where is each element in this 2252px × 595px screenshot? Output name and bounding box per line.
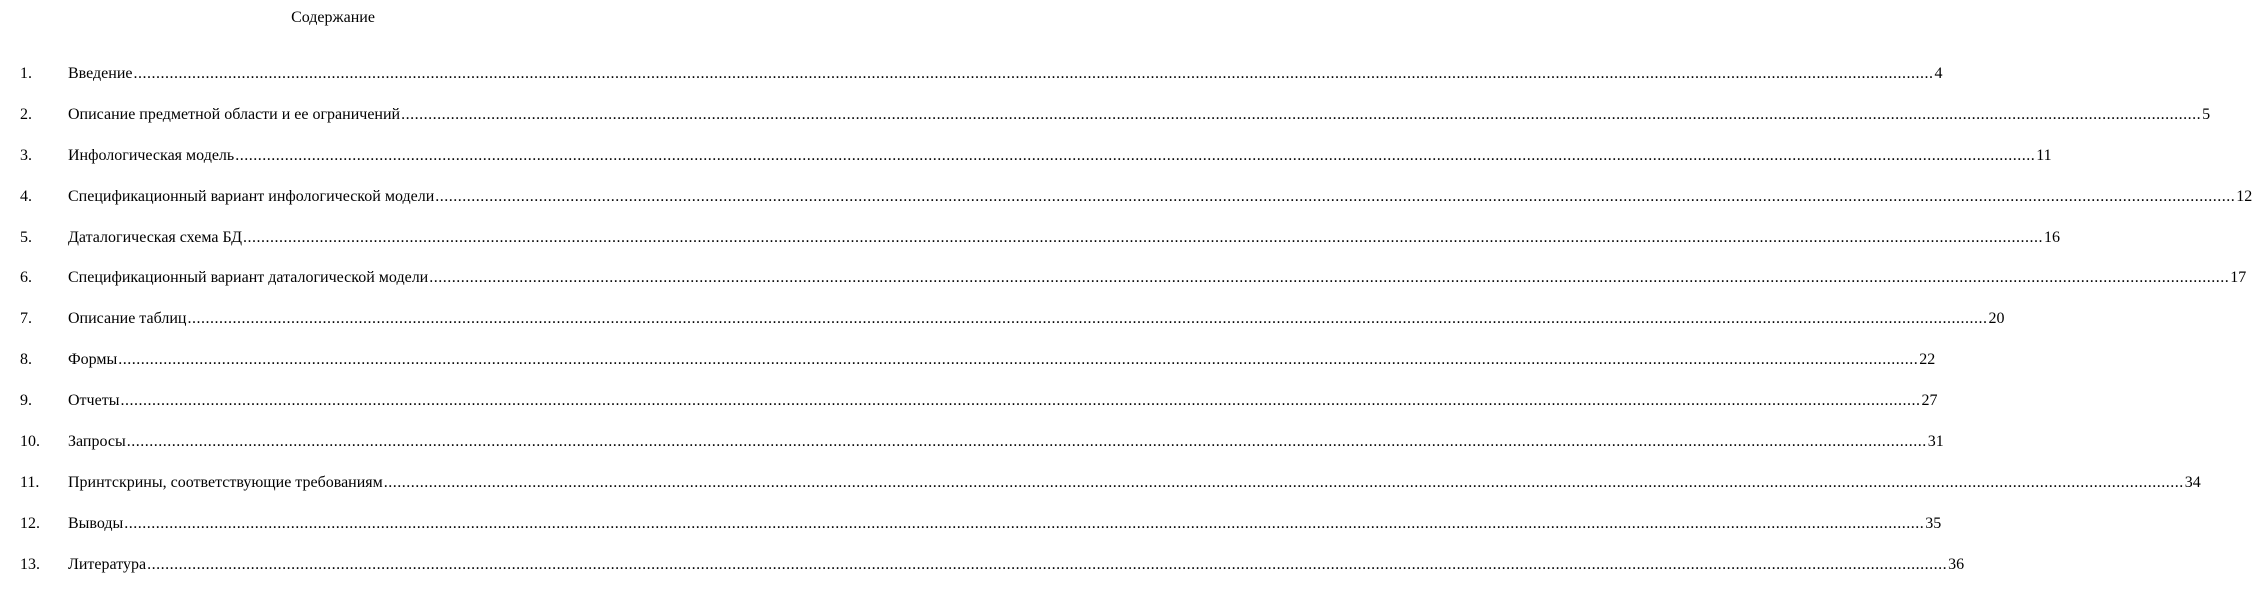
toc-entry-number: 13. (20, 555, 40, 573)
toc-dot-leader: ................................................................................................................................................................................................................................................................................................................................................................................................................ (120, 392, 1921, 410)
toc-entry-line (68, 227, 2060, 249)
toc-entry-page: 27 (1921, 392, 1938, 410)
toc-entry (0, 186, 2252, 227)
toc-dot-leader: ................................................................................................................................................................................................................................................................................................................................................................................................................ (124, 514, 1925, 532)
toc-entry-number: 5. (20, 228, 32, 246)
toc-entry-page: 34 (2184, 473, 2201, 491)
toc-entry (0, 554, 1965, 595)
toc-entry (0, 267, 2247, 308)
toc-entry-line (68, 63, 1943, 85)
toc-entry-number: 10. (20, 433, 40, 451)
toc-dot-leader: ................................................................................................................................................................................................................................................................................................................................................................................................................ (435, 187, 2236, 205)
toc-dot-leader: ................................................................................................................................................................................................................................................................................................................................................................................................................ (147, 555, 1948, 573)
toc-entry-link[interactable]: Литература (68, 555, 147, 573)
toc-entry-line (68, 349, 1936, 371)
toc-entry-line (68, 104, 2211, 126)
toc-entry-line (68, 431, 1944, 453)
toc-entry (0, 104, 2211, 145)
toc-entry-link[interactable]: Выводы (68, 514, 124, 532)
toc-entry-line (68, 267, 2247, 289)
toc-entry-page: 31 (1927, 433, 1944, 451)
toc-entry (0, 145, 2052, 186)
toc-entry-number: 8. (20, 351, 32, 369)
toc-entry-number: 3. (20, 146, 32, 164)
toc-entry-link[interactable]: Инфологическая модель (68, 146, 235, 164)
toc-entry (0, 349, 1936, 390)
toc-entry-page: 17 (2230, 269, 2247, 287)
toc-entry-link[interactable]: Спецификационный вариант инфологической модели (68, 187, 435, 205)
toc-dot-leader: ................................................................................................................................................................................................................................................................................................................................................................................................................ (242, 228, 2043, 246)
toc-entry-page: 16 (2043, 228, 2060, 246)
toc-entry-link[interactable]: Спецификационный вариант даталогической модели (68, 269, 429, 287)
toc-entry-line (68, 145, 2052, 167)
toc-entry-line (68, 554, 1965, 576)
toc-entry-link[interactable]: Введение (68, 65, 133, 82)
toc-title: Содержание (291, 9, 375, 26)
toc-entry-number: 1. (20, 65, 32, 82)
toc-entry-line (68, 472, 2201, 494)
toc-entry (0, 63, 1943, 104)
toc-entry-number: 2. (20, 105, 32, 123)
toc-entry-link[interactable]: Описание предметной области и ее ограничений (68, 105, 401, 123)
toc-entry-line (68, 390, 1938, 412)
toc-dot-leader: ................................................................................................................................................................................................................................................................................................................................................................................................................ (429, 269, 2230, 287)
toc-entry (0, 513, 1942, 554)
toc-dot-leader: ................................................................................................................................................................................................................................................................................................................................................................................................................ (235, 146, 2036, 164)
toc-dot-leader: ................................................................................................................................................................................................................................................................................................................................................................................................................ (126, 433, 1927, 451)
toc-dot-leader: ................................................................................................................................................................................................................................................................................................................................................................................................................ (133, 65, 1934, 82)
toc-entry-number: 6. (20, 269, 32, 287)
toc-entry-line (68, 308, 2005, 330)
toc-entry-number: 4. (20, 187, 32, 205)
toc-entry-page: 5 (2202, 105, 2211, 123)
toc-entry-number: 12. (20, 514, 40, 532)
toc-dot-leader: ................................................................................................................................................................................................................................................................................................................................................................................................................ (118, 351, 1919, 369)
toc-list (0, 63, 2252, 595)
toc-entry-page: 4 (1934, 65, 1943, 82)
toc-entry-page: 11 (2036, 146, 2052, 164)
toc-entry (0, 472, 2201, 513)
toc-entry-page: 12 (2236, 187, 2252, 205)
toc-entry-link[interactable]: Отчеты (68, 392, 120, 410)
toc-entry-link[interactable]: Запросы (68, 433, 126, 451)
toc-entry-number: 11. (20, 473, 40, 491)
toc-entry-number: 7. (20, 310, 32, 328)
toc-dot-leader: ................................................................................................................................................................................................................................................................................................................................................................................................................ (383, 473, 2184, 491)
toc-entry-page: 20 (1988, 310, 2005, 328)
toc-entry (0, 390, 1938, 431)
toc-entry-link[interactable]: Формы (68, 351, 118, 369)
toc-entry-link[interactable]: Принтскрины, соответствующие требованиям (68, 473, 383, 491)
toc-entry-page: 35 (1925, 514, 1942, 532)
toc-entry-page: 22 (1919, 351, 1936, 369)
toc-entry (0, 308, 2005, 349)
toc-entry-link[interactable]: Даталогическая схема БД (68, 228, 242, 246)
toc-entry-number: 9. (20, 392, 32, 410)
toc-entry-page: 36 (1948, 555, 1965, 573)
toc-entry-link[interactable]: Описание таблиц (68, 310, 187, 328)
toc-entry (0, 431, 1944, 472)
toc-entry-line (68, 186, 2252, 208)
toc-entry-line (68, 513, 1942, 535)
toc-dot-leader: ................................................................................................................................................................................................................................................................................................................................................................................................................ (187, 310, 1988, 328)
toc-entry (0, 227, 2060, 268)
toc-dot-leader: ................................................................................................................................................................................................................................................................................................................................................................................................................ (401, 105, 2202, 123)
